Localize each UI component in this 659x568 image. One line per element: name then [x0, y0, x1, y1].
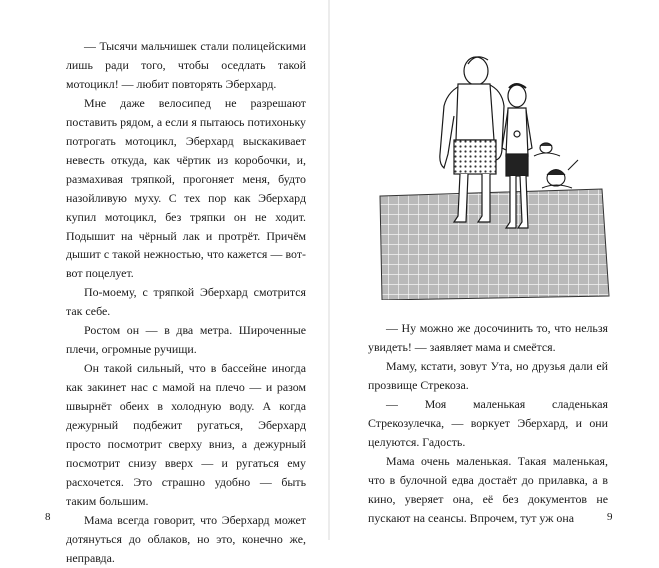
paragraph: — Ну можно же досочинить то, что нельзя увидеть! — заявляет мама и смеётся.: [368, 321, 608, 354]
pool-scene-illustration: [378, 44, 610, 300]
paragraph: — Моя маленькая сладенькая Стрекозулечка, — воркует Эберхард, и они целуются. Гадость.: [368, 396, 608, 449]
page-number-right: 9: [607, 511, 613, 523]
pool-tiles: [380, 189, 609, 300]
paragraph: Ростом он — в два метра. Широченные плечи, огромные ручищи.: [66, 323, 306, 357]
paragraph: Мама очень маленькая. Такая маленькая, что в булочной едва достаёт до прилавка, а в кино, уверяет она, её без документов не пускают на сеансы. Впрочем, тут уж она: [368, 453, 608, 525]
paragraph: Мне даже велосипед не разрешают поставить рядом, а если я пытаюсь потихоньку потрогать мотоцикл, Эберхард выскакивает невесть откуда, как чёртик из коробочки, и, размахивая тряпкой, прогоняет меня, будто назойливую муху. С тех пор как Эберхард купил мотоцикл, без тряпки он не ходит. Подышит на чёрный лак и протрёт. Причём дышит с такой нежностью, что кажется — вот-вот поцелует.: [66, 95, 306, 281]
swimmer-2: [542, 160, 578, 188]
left-page: [0, 0, 329, 565]
paragraph: Он такой сильный, что в бассейне иногда как закинет нас с мамой на плечо — и разом швырнёт обеих в холодную воду. А когда дежурный подбежит ругаться, Эберхард просто посмотрит сверху вниз, а дежурный посмотрит снизу вверх — и ругаться ему расхочется. Это страшно удобно — быть таким большим.: [66, 361, 306, 508]
left-page-text: [66, 37, 306, 568]
right-page-text: [368, 319, 608, 527]
paragraph: Маму, кстати, зовут Ута, но друзья дали ей прозвище Стрекоза.: [368, 358, 608, 392]
paragraph: Мама всегда говорит, что Эберхард может дотянуться до облаков, но это, конечно же, неправда.: [66, 512, 306, 565]
paragraph: По-моему, с тряпкой Эберхард смотрится так себе.: [66, 285, 306, 319]
swimmer-1: [534, 143, 560, 156]
paragraph: — Тысячи мальчишек стали полицейскими лишь ради того, чтобы оседлать такой мотоцикл! — любит повторять Эберхард.: [66, 39, 306, 91]
page-number-left: 8: [45, 511, 51, 523]
